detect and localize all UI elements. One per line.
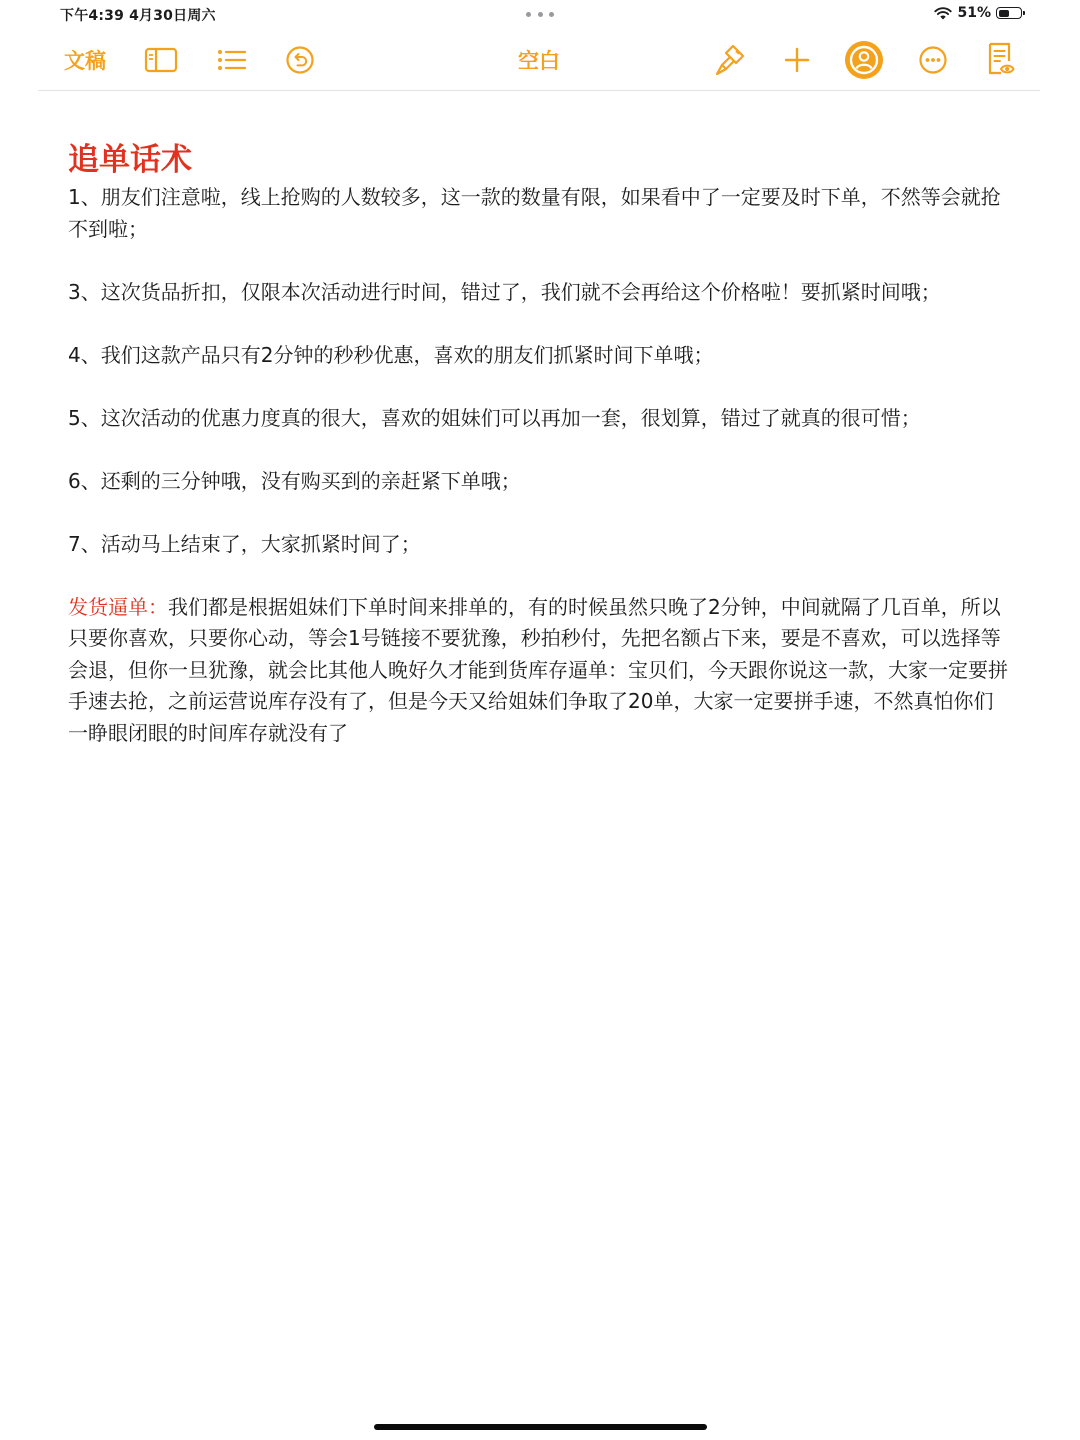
list-item: 4、我们这款产品只有2分钟的秒秒优惠，喜欢的朋友们抓紧时间下单哦； — [68, 342, 714, 367]
multitasking-dots-icon[interactable] — [526, 12, 554, 18]
list-item: 7、活动马上结束了，大家抓紧时间了； — [68, 531, 421, 556]
plus-icon — [784, 47, 810, 73]
sidebar-toggle-button[interactable] — [143, 42, 179, 78]
list-item: 6、还剩的三分钟哦，没有购买到的亲赶紧下单哦； — [68, 468, 521, 493]
status-time: 下午4:39 4月30日周六 — [60, 8, 216, 24]
battery-icon — [996, 7, 1022, 19]
document-view-button[interactable] — [986, 40, 1016, 78]
documents-button[interactable] — [64, 42, 106, 78]
document-body[interactable] — [68, 138, 1013, 749]
shipping-label: 发货逼单： — [68, 594, 168, 619]
document-title[interactable] — [517, 42, 561, 78]
list-item: 1、朋友们注意啦，线上抢购的人数较多，这一款的数量有限，如果看中了一定要及时下单，不然等会就抢不到啦； — [68, 185, 1001, 241]
more-icon — [918, 45, 948, 75]
list-button[interactable] — [216, 42, 248, 78]
format-brush-icon — [714, 43, 746, 77]
status-bar — [0, 0, 1080, 30]
list-item: 5、这次活动的优惠力度真的很大，喜欢的姐妹们可以再加一套，很划算，错过了就真的很可惜； — [68, 405, 921, 430]
battery-percent: 51% — [957, 5, 991, 21]
status-right — [934, 5, 1022, 21]
shipping-paragraph — [68, 592, 1013, 750]
document-title-label: 空白 — [518, 49, 560, 73]
undo-button[interactable] — [285, 42, 315, 78]
list-item: 3、这次货品折扣，仅限本次活动进行时间，错过了，我们就不会再给这个价格啦！要抓紧时间哦； — [68, 279, 941, 304]
toolbar — [38, 36, 1040, 91]
collaborate-button[interactable] — [844, 40, 884, 80]
documents-label: 文稿 — [64, 49, 106, 73]
home-indicator[interactable] — [374, 1424, 707, 1430]
collaborate-icon — [844, 40, 884, 80]
undo-icon — [285, 45, 315, 75]
document-view-icon — [987, 41, 1015, 77]
shipping-text: 我们都是根据姐妹们下单时间来排单的，有的时候虽然只晚了2分钟，中间就隔了几百单，所以只要你喜欢，只要你心动，等会1号链接不要犹豫，秒拍秒付，先把名额占下来，要是不喜欢，可以选择等会退，但你一旦犹豫，就会比其他人晚好久才能到货库存逼单：宝贝们，今天跟你说这一款，大家一定要拼手速去抢，之前运营说库存没有了，但是今天又给姐妹们争取了20单，大家一定要拼手速，不然真怕你们一睁眼闭眼的时间库存就没有了 — [68, 594, 1008, 745]
wifi-icon — [934, 7, 952, 20]
more-button[interactable] — [918, 42, 948, 78]
format-button[interactable] — [714, 42, 746, 78]
sidebar-icon — [144, 47, 178, 73]
document-heading: 追单话术 — [68, 142, 192, 178]
add-button[interactable] — [783, 42, 811, 78]
list-icon — [217, 48, 247, 72]
